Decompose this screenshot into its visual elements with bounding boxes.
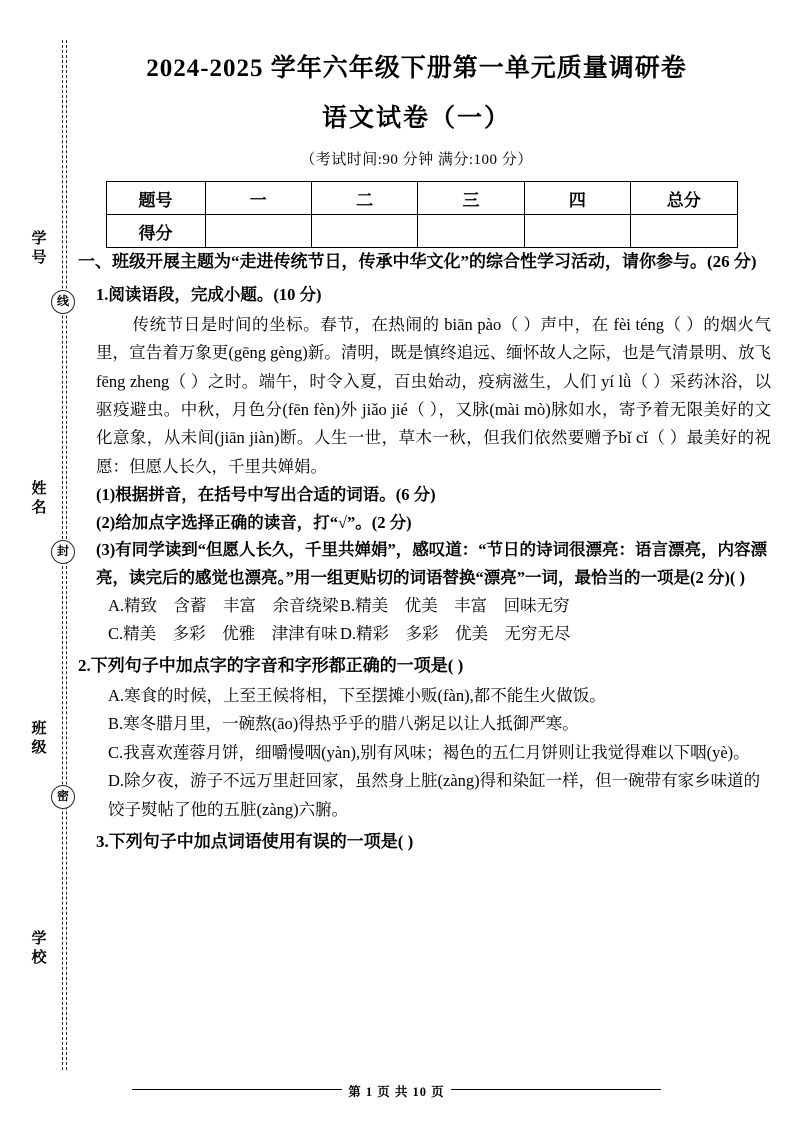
- question-1-1-item: (1)根据拼音，在括号中写出合适的词语。(6 分): [96, 485, 436, 505]
- score-table-col-3: 三: [418, 182, 524, 215]
- question-2-option-b[interactable]: B.寒冬腊月里，一碗熬(āo)得热乎乎的腊八粥足以让人抵御严寒。: [108, 714, 579, 734]
- option-b-1[interactable]: B.精美 优美 丰富 回味无穷: [340, 595, 570, 615]
- page-number: 第 1 页 共 10 页: [348, 1085, 445, 1099]
- reading-passage-text: 传统节日是时间的坐标。春节，在热闹的 biān pào（ ）声中，在 fèi téng（ ）的烟火气里，宣告着万象更(gēng gèng)新。清明，既是慎终追远、缅怀故人之际，也是气清景明、放飞 fēng zheng（ ）之时。端午，时令入夏，百虫始动，疫病滋生，人们 yí lǜ（ ）采药沐浴，以驱疫避虫。中秋，月色分(fēn fèn)外 jiǎo jié（ ），又脉(mài mò)脉如水，寄予着无限美好的文化意象，从未间(jiān jiàn)断。人生一世，草木一秋，但我们依然要赠予bǐ cǐ（ ）最美好的祝愿：但愿人长久，千里共婵娟。: [96, 314, 771, 476]
- question-2-option-c[interactable]: C.我喜欢莲蓉月饼，细嚼慢咽(yàn),别有风味；褐色的五仁月饼则让我觉得难以下咽(yè)。: [108, 742, 750, 762]
- question-2-option-d[interactable]: D.除夕夜，游子不远万里赶回家，虽然身上脏(zàng)得和染缸一样，但一碗带有家乡味道的饺子熨帖了他的五脏(zàng)六腑。: [108, 771, 761, 819]
- question-3-label: 3.下列句子中加点词语使用有误的一项是( ): [96, 831, 414, 851]
- score-cell-total[interactable]: [631, 215, 737, 248]
- seal-line-strip: [18, 40, 78, 1070]
- footer-rule-left: [132, 1089, 342, 1090]
- score-cell-4[interactable]: [524, 215, 630, 248]
- score-table-label-score: 得分: [106, 215, 205, 248]
- page-subtitle: 语文试卷（一）: [321, 105, 511, 132]
- table-row-scores: [106, 215, 737, 248]
- page-title: 2024-2025 学年六年级下册第一单元质量调研卷: [146, 55, 687, 82]
- seal-label-name: 姓 名: [31, 481, 49, 516]
- question-1-2-item: (2)给加点字选择正确的读音，打“√”。(2 分): [96, 512, 412, 532]
- score-table: [106, 181, 738, 248]
- table-row-question-numbers: [106, 182, 737, 215]
- score-cell-2[interactable]: [311, 215, 417, 248]
- question-1-1-label: 1.阅读语段，完成小题。(10 分): [96, 285, 322, 305]
- seal-label-school: 学 校: [31, 931, 49, 966]
- question-1-3-item: (3)有同学读到“但愿人长久，千里共婵娟”，感叹道：“节日的诗词很漂亮：语言漂亮，内容漂亮，读完后的感觉也漂亮。”用一组更贴切的词语替换“漂亮”一词，最恰当的一项是(2 分)( ): [96, 540, 767, 588]
- exam-content: [78, 248, 771, 858]
- score-table-label-question: 题号: [106, 182, 205, 215]
- seal-circle-xian: 线: [51, 290, 75, 314]
- score-table-wrapper: [0, 181, 793, 248]
- option-c-1[interactable]: C.精美 多彩 优雅 津津有味: [108, 623, 338, 643]
- exam-meta: （考试时间:90 分钟 满分:100 分）: [300, 152, 533, 168]
- footer-rule-right: [451, 1089, 661, 1090]
- seal-circle-mi: 密: [51, 785, 75, 809]
- score-table-col-4: 四: [524, 182, 630, 215]
- seal-label-student-id: 学 号: [31, 231, 49, 266]
- seal-label-class: 班 级: [31, 721, 49, 756]
- question-2-label: 2.下列句子中加点字的字音和字形都正确的一项是( ): [78, 655, 464, 675]
- score-table-col-total: 总分: [631, 182, 737, 215]
- score-table-col-2: 二: [311, 182, 417, 215]
- seal-circle-feng: 封: [51, 540, 75, 564]
- page-footer: [0, 1082, 793, 1100]
- reading-passage: [78, 311, 771, 481]
- question-1-3-options-row-2: [78, 620, 771, 648]
- score-cell-3[interactable]: [418, 215, 524, 248]
- score-table-col-1: 一: [205, 182, 311, 215]
- question-1-3-options-row-1: [78, 592, 771, 620]
- option-d-1[interactable]: D.精彩 多彩 优美 无穷无尽: [340, 623, 571, 643]
- question-1-heading: 一、班级开展主题为“走进传统节日，传承中华文化”的综合性学习活动，请你参与。(26 分): [78, 252, 757, 271]
- question-2-option-a[interactable]: A.寒食的时候，上至王候将相，下至摆摊小贩(fàn),都不能生火做饭。: [108, 686, 606, 706]
- score-cell-1[interactable]: [205, 215, 311, 248]
- option-a-1[interactable]: A.精致 含蓄 丰富 余音绕梁: [108, 595, 339, 615]
